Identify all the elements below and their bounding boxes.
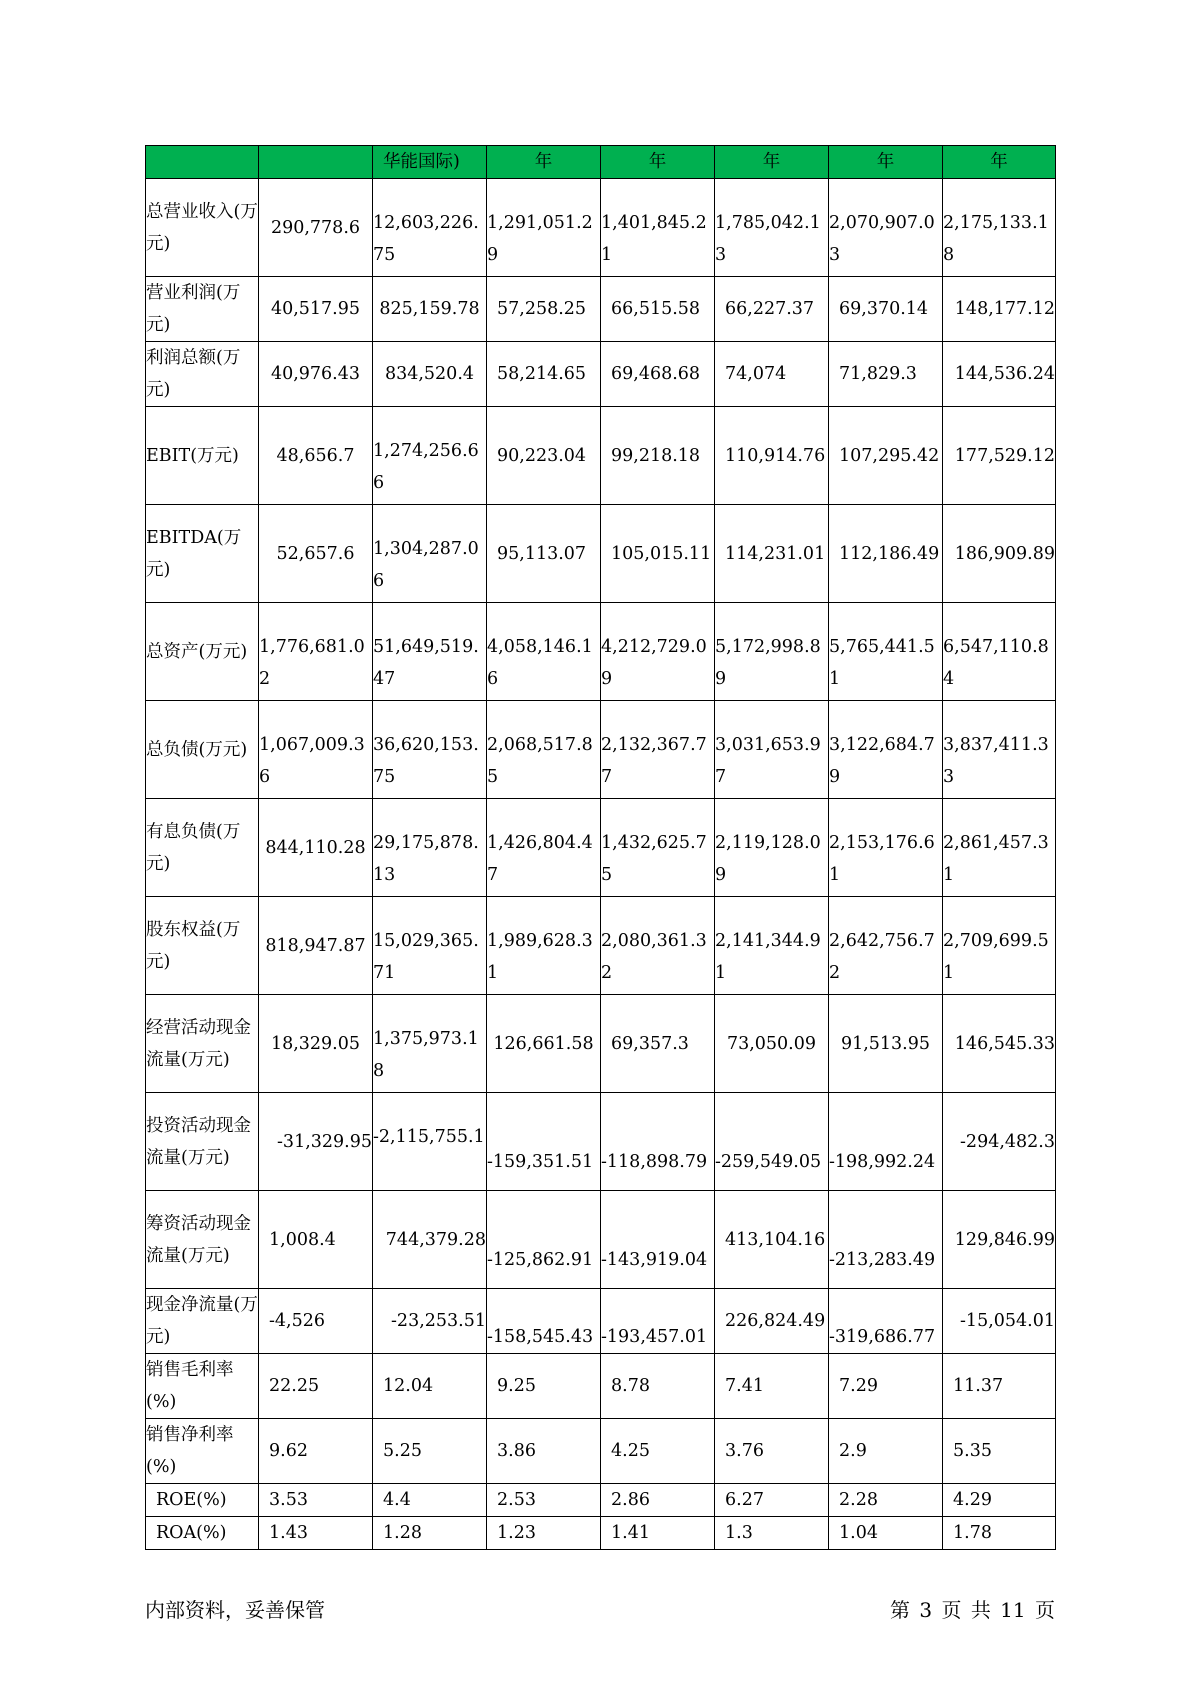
cell: 834,520.4 <box>373 342 487 407</box>
table-row <box>146 897 1056 995</box>
cell: 36,620,153.75 <box>373 701 487 799</box>
cell: 5.35 <box>943 1419 1056 1484</box>
cell: 1,008.4 <box>259 1191 373 1289</box>
cell: -213,283.49 <box>829 1191 943 1289</box>
cell: 1.04 <box>829 1517 943 1550</box>
cell: 9.62 <box>259 1419 373 1484</box>
cell: 51,649,519.47 <box>373 603 487 701</box>
cell: 57,258.25 <box>487 277 601 342</box>
cell: 2.9 <box>829 1419 943 1484</box>
cell: 126,661.58 <box>487 995 601 1093</box>
cell: 7.41 <box>715 1354 829 1419</box>
cell: 48,656.7 <box>259 407 373 505</box>
cell: 2.86 <box>601 1484 715 1517</box>
cell: 1,291,051.29 <box>487 179 601 277</box>
cell: 90,223.04 <box>487 407 601 505</box>
cell: -143,919.04 <box>601 1191 715 1289</box>
table-row <box>146 407 1056 505</box>
header-cell: 年 <box>487 146 601 179</box>
cell: 2,861,457.31 <box>943 799 1056 897</box>
cell: -23,253.51 <box>373 1289 487 1354</box>
cell: 413,104.16 <box>715 1191 829 1289</box>
row-label: 销售净利率(%) <box>146 1419 259 1484</box>
cell: 2,175,133.18 <box>943 179 1056 277</box>
cell: 844,110.28 <box>259 799 373 897</box>
cell: 71,829.3 <box>829 342 943 407</box>
cell: 825,159.78 <box>373 277 487 342</box>
cell: 99,218.18 <box>601 407 715 505</box>
cell: 2.53 <box>487 1484 601 1517</box>
header-cell: 华能国际) <box>373 146 487 179</box>
row-label: ROA(%) <box>146 1517 259 1550</box>
cell: -31,329.95 <box>259 1093 373 1191</box>
cell: 1.23 <box>487 1517 601 1550</box>
cell: 1,776,681.02 <box>259 603 373 701</box>
cell: 2.28 <box>829 1484 943 1517</box>
cell: 1,426,804.47 <box>487 799 601 897</box>
cell: 2,132,367.77 <box>601 701 715 799</box>
cell: 2,119,128.09 <box>715 799 829 897</box>
cell: 744,379.28 <box>373 1191 487 1289</box>
cell: 3.53 <box>259 1484 373 1517</box>
header-cell <box>259 146 373 179</box>
row-label: 股东权益(万元) <box>146 897 259 995</box>
cell: 1.78 <box>943 1517 1056 1550</box>
table-row <box>146 799 1056 897</box>
cell: 6.27 <box>715 1484 829 1517</box>
row-label: 总营业收入(万元) <box>146 179 259 277</box>
cell: 11.37 <box>943 1354 1056 1419</box>
cell: 18,329.05 <box>259 995 373 1093</box>
cell: 177,529.12 <box>943 407 1056 505</box>
cell: 110,914.76 <box>715 407 829 505</box>
cell: 15,029,365.71 <box>373 897 487 995</box>
cell: 1,375,973.18 <box>373 995 487 1093</box>
cell: 73,050.09 <box>715 995 829 1093</box>
cell: 1,989,628.31 <box>487 897 601 995</box>
cell: 2,141,344.91 <box>715 897 829 995</box>
cell: 2,153,176.61 <box>829 799 943 897</box>
cell: 4.25 <box>601 1419 715 1484</box>
cell: 818,947.87 <box>259 897 373 995</box>
cell: 5.25 <box>373 1419 487 1484</box>
cell: -159,351.51 <box>487 1093 601 1191</box>
cell: 69,370.14 <box>829 277 943 342</box>
cell: 1.43 <box>259 1517 373 1550</box>
cell: 2,068,517.85 <box>487 701 601 799</box>
cell: 91,513.95 <box>829 995 943 1093</box>
cell: 1,304,287.06 <box>373 505 487 603</box>
cell: 226,824.49 <box>715 1289 829 1354</box>
header-row <box>146 146 1056 179</box>
cell: -2,115,755.1 <box>373 1093 487 1191</box>
table-row <box>146 179 1056 277</box>
cell: 4.29 <box>943 1484 1056 1517</box>
table-row <box>146 995 1056 1093</box>
cell: -193,457.01 <box>601 1289 715 1354</box>
cell: -259,549.05 <box>715 1093 829 1191</box>
cell: 4,058,146.16 <box>487 603 601 701</box>
cell: 8.78 <box>601 1354 715 1419</box>
cell: 4.4 <box>373 1484 487 1517</box>
row-label: 利润总额(万元) <box>146 342 259 407</box>
footer-page-number: 第 3 页 共 11 页 <box>890 1598 1055 1622</box>
cell: 9.25 <box>487 1354 601 1419</box>
cell: 69,468.68 <box>601 342 715 407</box>
table-row <box>146 1419 1056 1484</box>
cell: 1,401,845.21 <box>601 179 715 277</box>
cell: 112,186.49 <box>829 505 943 603</box>
cell: 129,846.99 <box>943 1191 1056 1289</box>
row-label: 销售毛利率(%) <box>146 1354 259 1419</box>
table-row <box>146 277 1056 342</box>
cell: 2,709,699.51 <box>943 897 1056 995</box>
cell: 146,545.33 <box>943 995 1056 1093</box>
cell: 12,603,226.75 <box>373 179 487 277</box>
cell: -4,526 <box>259 1289 373 1354</box>
cell: 1,067,009.36 <box>259 701 373 799</box>
cell: 5,765,441.51 <box>829 603 943 701</box>
cell: 186,909.89 <box>943 505 1056 603</box>
cell: 3,031,653.97 <box>715 701 829 799</box>
cell: 52,657.6 <box>259 505 373 603</box>
footer-confidential-note: 内部资料，妥善保管 <box>145 1598 325 1622</box>
table-row <box>146 603 1056 701</box>
cell: 1,785,042.13 <box>715 179 829 277</box>
cell: 2,080,361.32 <box>601 897 715 995</box>
cell: 1,432,625.75 <box>601 799 715 897</box>
cell: 2,642,756.72 <box>829 897 943 995</box>
table-row <box>146 1093 1056 1191</box>
row-label: 营业利润(万元) <box>146 277 259 342</box>
cell: 6,547,110.84 <box>943 603 1056 701</box>
table-row <box>146 1484 1056 1517</box>
cell: -198,992.24 <box>829 1093 943 1191</box>
cell: -118,898.79 <box>601 1093 715 1191</box>
cell: 40,517.95 <box>259 277 373 342</box>
table-row <box>146 1354 1056 1419</box>
cell: 66,515.58 <box>601 277 715 342</box>
table-row <box>146 505 1056 603</box>
financial-table <box>145 145 1056 1550</box>
row-label: 筹资活动现金流量(万元) <box>146 1191 259 1289</box>
table-row <box>146 1517 1056 1550</box>
row-label: EBITDA(万元) <box>146 505 259 603</box>
row-label: EBIT(万元) <box>146 407 259 505</box>
cell: 1.28 <box>373 1517 487 1550</box>
cell: 3,122,684.79 <box>829 701 943 799</box>
cell: 2,070,907.03 <box>829 179 943 277</box>
header-cell: 年 <box>601 146 715 179</box>
row-label: 总负债(万元) <box>146 701 259 799</box>
cell: 1,274,256.66 <box>373 407 487 505</box>
cell: 107,295.42 <box>829 407 943 505</box>
table-row <box>146 1289 1056 1354</box>
cell: -158,545.43 <box>487 1289 601 1354</box>
cell: 4,212,729.09 <box>601 603 715 701</box>
header-cell: 年 <box>943 146 1056 179</box>
cell: 105,015.11 <box>601 505 715 603</box>
cell: 69,357.3 <box>601 995 715 1093</box>
row-label: 有息负债(万元) <box>146 799 259 897</box>
cell: 5,172,998.89 <box>715 603 829 701</box>
header-cell: 年 <box>829 146 943 179</box>
cell: 29,175,878.13 <box>373 799 487 897</box>
cell: 95,113.07 <box>487 505 601 603</box>
header-cell: 年 <box>715 146 829 179</box>
table-row <box>146 701 1056 799</box>
cell: 114,231.01 <box>715 505 829 603</box>
row-label: 经营活动现金流量(万元) <box>146 995 259 1093</box>
cell: 58,214.65 <box>487 342 601 407</box>
table-row <box>146 1191 1056 1289</box>
row-label: ROE(%) <box>146 1484 259 1517</box>
cell: 1.3 <box>715 1517 829 1550</box>
row-label: 总资产(万元) <box>146 603 259 701</box>
cell: -15,054.01 <box>943 1289 1056 1354</box>
row-label: 现金净流量(万元) <box>146 1289 259 1354</box>
table-row <box>146 342 1056 407</box>
cell: 66,227.37 <box>715 277 829 342</box>
cell: -294,482.3 <box>943 1093 1056 1191</box>
cell: 3.86 <box>487 1419 601 1484</box>
cell: 144,536.24 <box>943 342 1056 407</box>
cell: 12.04 <box>373 1354 487 1419</box>
cell: 148,177.12 <box>943 277 1056 342</box>
cell: 1.41 <box>601 1517 715 1550</box>
cell: 7.29 <box>829 1354 943 1419</box>
cell: 22.25 <box>259 1354 373 1419</box>
header-cell <box>146 146 259 179</box>
cell: 74,074 <box>715 342 829 407</box>
cell: -319,686.77 <box>829 1289 943 1354</box>
cell: 3,837,411.33 <box>943 701 1056 799</box>
cell: 3.76 <box>715 1419 829 1484</box>
cell: -125,862.91 <box>487 1191 601 1289</box>
row-label: 投资活动现金流量(万元) <box>146 1093 259 1191</box>
cell: 40,976.43 <box>259 342 373 407</box>
cell: 290,778.6 <box>259 179 373 277</box>
